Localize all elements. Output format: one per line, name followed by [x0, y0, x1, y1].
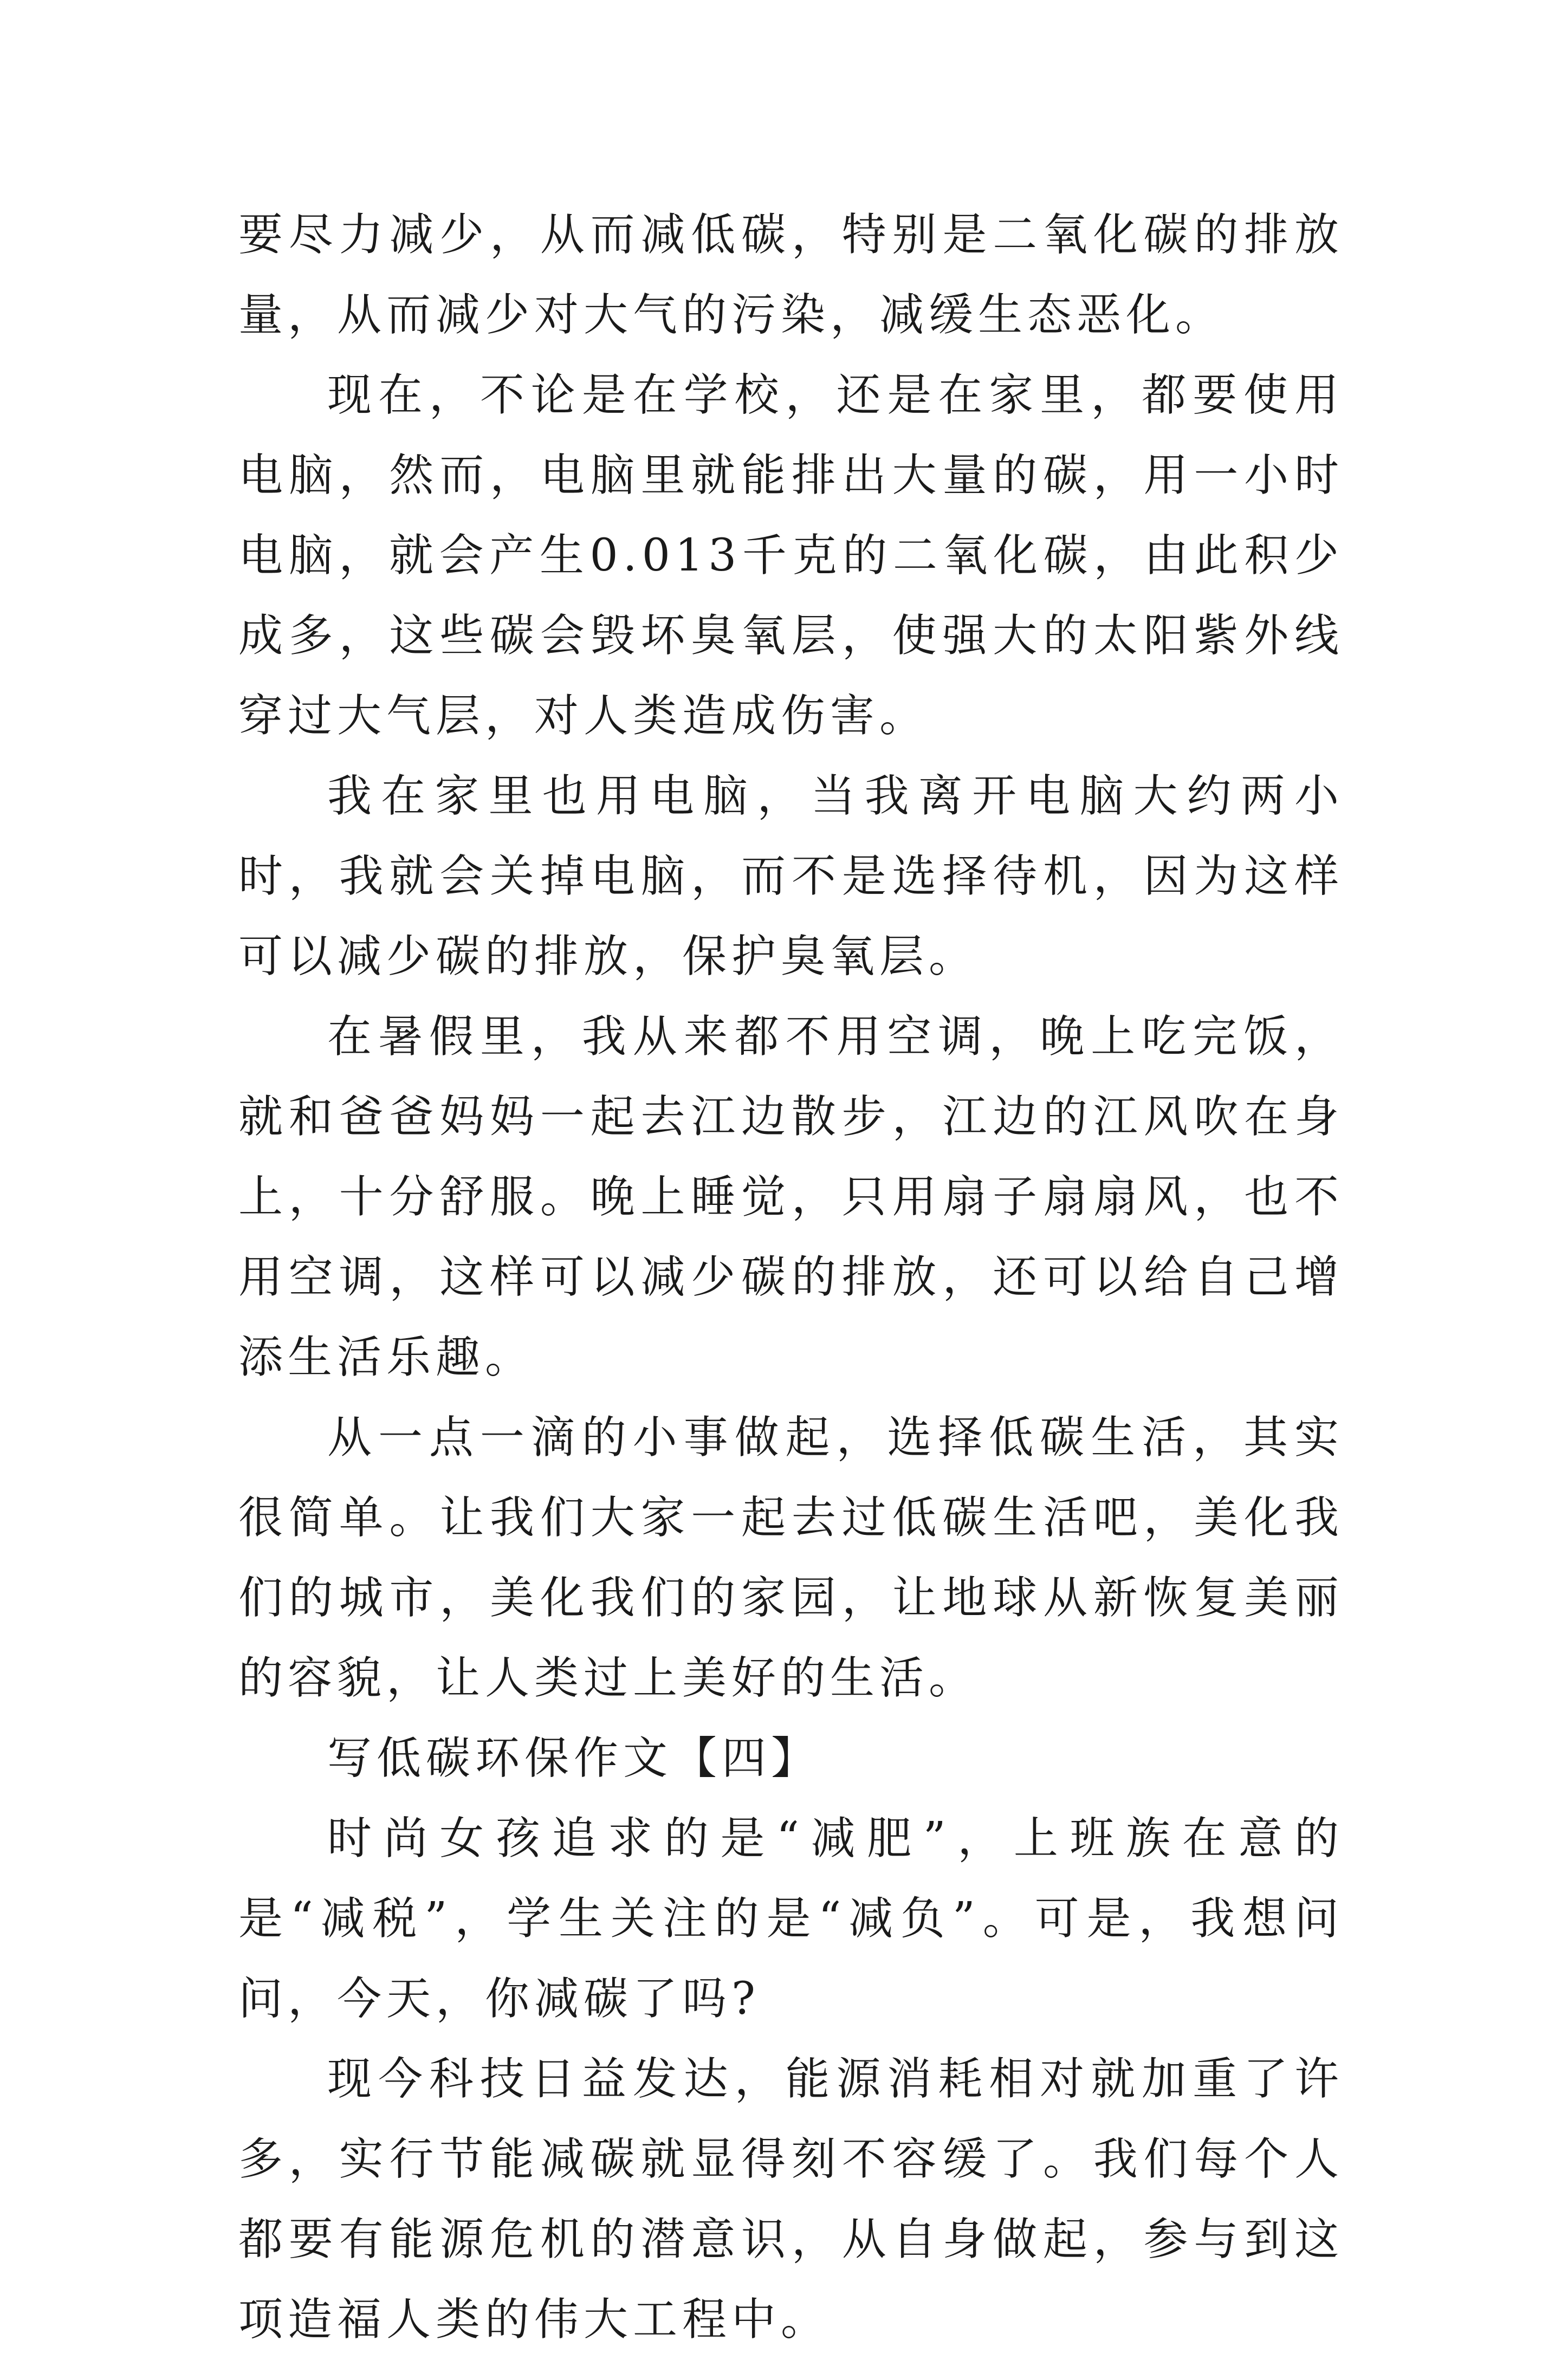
paragraph-5: 从一点一滴的小事做起，选择低碳生活，其实很简单。让我们大家一起去过低碳生活吧，美化我们的城市，美化我们的家园，让地球从新恢复美丽的容貌，让人类过上美好的生活。 — [238, 1412, 1344, 1704]
document-body — [238, 195, 1344, 2360]
paragraph-1: 要尽力减少，从而减低碳，特别是二氧化碳的排放量，从而减少对大气的污染，减缓生态恶化。 — [238, 209, 1344, 341]
paragraph-2: 现在，不论是在学校，还是在家里，都要使用电脑，然而，电脑里就能排出大量的碳，用一小时电脑，就会产生0.013千克的二氧化碳，由此积少成多，这些碳会毁坏臭氧层，使强大的太阳紫外线穿过大气层，对人类造成伤害。 — [238, 369, 1344, 742]
section-paragraph-1: 时尚女孩追求的是“减肥”，上班族在意的是“减税”，学生关注的是“减负”。可是，我想问问，今天，你减碳了吗? — [238, 1813, 1344, 2025]
section-paragraph-2: 现今科技日益发达，能源消耗相对就加重了许多，实行节能减碳就显得刻不容缓了。我们每个人都要有能源危机的潜意识，从自身做起，参与到这项造福人类的伟大工程中。 — [238, 2053, 1344, 2345]
section-heading: 写低碳环保作文【四】 — [327, 1733, 821, 1784]
paragraph-4: 在暑假里，我从来都不用空调，晚上吃完饭，就和爸爸妈妈一起去江边散步，江边的江风吹在身上，十分舒服。晚上睡觉，只用扇子扇扇风，也不用空调，这样可以减少碳的排放，还可以给自己增添生活乐趣。 — [238, 1011, 1344, 1383]
paragraph-3: 我在家里也用电脑，当我离开电脑大约两小时，我就会关掉电脑，而不是选择待机，因为这样可以减少碳的排放，保护臭氧层。 — [238, 770, 1344, 982]
